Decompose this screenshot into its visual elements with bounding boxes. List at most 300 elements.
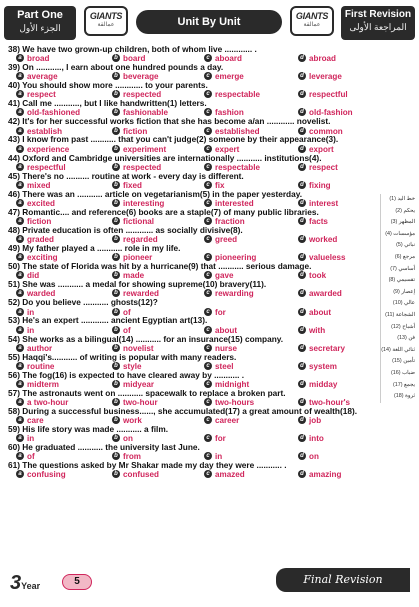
answer-option[interactable] xyxy=(298,416,321,425)
question-stem: 61) The questions asked by Mr Shakar made my day they were ........... . xyxy=(8,461,287,471)
giants-logo-left xyxy=(84,6,128,36)
glossary-entry: (8) تقسيمي xyxy=(388,277,415,284)
option-letter-icon: b xyxy=(112,163,120,171)
option-text: care xyxy=(27,416,44,426)
option-text: on xyxy=(123,434,133,444)
answer-option[interactable] xyxy=(112,289,159,298)
answer-option[interactable] xyxy=(16,398,68,407)
answer-option[interactable] xyxy=(204,416,239,425)
glossary-entry: (3) المظهر xyxy=(390,219,415,226)
answer-option[interactable] xyxy=(298,145,334,154)
option-letter-icon: d xyxy=(298,434,306,442)
option-letter-icon: d xyxy=(298,452,306,460)
answer-option[interactable] xyxy=(298,470,341,479)
answer-option[interactable] xyxy=(16,380,59,389)
option-text: in xyxy=(27,307,35,317)
glossary-entry: (18) ثروة xyxy=(394,393,415,400)
question-stem: 57) The astronauts went on ........... spacewalk to replace a broken part. xyxy=(8,388,286,398)
answer-option[interactable] xyxy=(298,271,326,280)
answer-options xyxy=(8,235,380,244)
option-letter-icon: d xyxy=(298,199,306,207)
answer-option[interactable] xyxy=(204,271,233,280)
answer-option[interactable] xyxy=(298,380,337,389)
option-text: old-fashioned xyxy=(27,108,81,118)
answer-options xyxy=(8,253,380,262)
answer-option[interactable] xyxy=(298,344,345,353)
year-label: Year xyxy=(21,581,41,591)
answer-option[interactable] xyxy=(16,127,62,136)
option-text: pioneering xyxy=(215,253,257,263)
option-letter-icon: b xyxy=(112,271,120,279)
option-text: gave xyxy=(215,271,234,281)
option-letter-icon: d xyxy=(298,163,306,171)
option-text: established xyxy=(215,126,260,136)
option-letter-icon: b xyxy=(112,199,120,207)
answer-option[interactable] xyxy=(298,289,342,298)
question-stem: 59) His life story was made ........... a film. xyxy=(8,424,169,434)
answer-option[interactable] xyxy=(112,127,147,136)
answer-options xyxy=(8,127,380,136)
question-stem: 58) During a successful business......, she accumulated(17) a great amount of wealth(18). xyxy=(8,406,358,416)
question-item xyxy=(8,135,380,153)
option-text: aboard xyxy=(215,54,242,64)
option-letter-icon: c xyxy=(204,344,212,352)
option-text: pioneer xyxy=(123,253,153,263)
option-letter-icon: d xyxy=(298,326,306,334)
answer-option[interactable] xyxy=(112,416,142,425)
answer-options xyxy=(8,326,380,335)
answer-option[interactable] xyxy=(112,90,161,99)
answer-option[interactable] xyxy=(16,470,66,479)
option-letter-icon: b xyxy=(112,326,120,334)
option-text: job xyxy=(309,416,322,426)
option-letter-icon: b xyxy=(112,416,120,424)
option-text: secretary xyxy=(309,343,346,353)
answer-option[interactable] xyxy=(112,108,168,117)
answer-option[interactable] xyxy=(112,217,154,226)
glossary-entry: (2) يحكم xyxy=(395,207,415,214)
answer-option[interactable] xyxy=(204,380,249,389)
option-letter-icon: a xyxy=(16,271,24,279)
answer-option[interactable] xyxy=(298,452,319,461)
question-stem: 60) He graduated ........... the university last June. xyxy=(8,443,200,453)
option-text: abroad xyxy=(309,54,336,64)
option-letter-icon: b xyxy=(112,217,120,225)
option-text: fix xyxy=(215,180,225,190)
question-stem: 51) She was ........... a medal for showing supreme(10) bravery(11). xyxy=(8,280,267,290)
option-letter-icon: c xyxy=(204,163,212,171)
answer-option[interactable] xyxy=(112,54,145,63)
question-stem: 55) Haqqi's........... of writing is popular with many readers. xyxy=(8,352,237,362)
answer-option[interactable] xyxy=(16,308,34,317)
answer-option[interactable] xyxy=(16,344,52,353)
option-text: author xyxy=(27,343,53,353)
option-letter-icon: b xyxy=(112,398,120,406)
question-item xyxy=(8,443,380,461)
option-text: fixing xyxy=(309,180,331,190)
answer-option[interactable] xyxy=(112,308,131,317)
answer-option[interactable] xyxy=(204,362,233,371)
option-text: rewarding xyxy=(215,289,254,299)
question-stem: 41) Call me ..........., but I like handwritten(1) letters. xyxy=(8,99,207,109)
answer-option[interactable] xyxy=(16,253,58,262)
question-stem: 40) You should show more ............ to your parents. xyxy=(8,81,208,91)
option-letter-icon: d xyxy=(298,217,306,225)
option-letter-icon: d xyxy=(298,398,306,406)
answer-option[interactable] xyxy=(112,380,154,389)
option-letter-icon: d xyxy=(298,344,306,352)
answer-option[interactable] xyxy=(16,289,55,298)
final-revision-banner: Final Revision xyxy=(276,568,410,592)
option-text: for xyxy=(215,434,226,444)
option-letter-icon: a xyxy=(16,289,24,297)
answer-option[interactable] xyxy=(298,108,353,117)
option-letter-icon: a xyxy=(16,344,24,352)
option-letter-icon: d xyxy=(298,54,306,62)
answer-option[interactable] xyxy=(298,434,324,443)
option-letter-icon: b xyxy=(112,289,120,297)
option-text: fiction xyxy=(123,126,148,136)
answer-option[interactable] xyxy=(112,253,152,262)
option-text: valueless xyxy=(309,253,346,263)
answer-options xyxy=(8,416,380,425)
option-letter-icon: b xyxy=(112,108,120,116)
question-stem: 46) There was an ........... article on vegetarianism(5) in the paper yesterday. xyxy=(8,189,303,199)
glossary-entry: (14) ثنائي اللغة xyxy=(381,346,415,353)
answer-option[interactable] xyxy=(204,163,260,172)
question-item xyxy=(8,262,380,280)
answer-options xyxy=(8,54,380,63)
answer-option[interactable] xyxy=(16,54,49,63)
option-text: awarded xyxy=(309,289,342,299)
answer-option[interactable] xyxy=(204,470,245,479)
option-letter-icon: d xyxy=(298,145,306,153)
answer-option[interactable] xyxy=(16,181,50,190)
question-item xyxy=(8,298,380,316)
option-letter-icon: a xyxy=(16,362,24,370)
option-letter-icon: a xyxy=(16,452,24,460)
answer-option[interactable] xyxy=(204,90,260,99)
option-letter-icon: d xyxy=(298,108,306,116)
option-text: interest xyxy=(309,198,339,208)
option-letter-icon: d xyxy=(298,380,306,388)
answer-option[interactable] xyxy=(16,90,56,99)
option-letter-icon: c xyxy=(204,452,212,460)
question-item xyxy=(8,81,380,99)
option-letter-icon: c xyxy=(204,271,212,279)
answer-option[interactable] xyxy=(112,470,159,479)
answer-option[interactable] xyxy=(204,217,245,226)
option-text: mixed xyxy=(27,180,51,190)
answer-options xyxy=(8,362,380,371)
option-letter-icon: a xyxy=(16,90,24,98)
option-text: emerge xyxy=(215,72,244,82)
option-letter-icon: a xyxy=(16,398,24,406)
option-text: experience xyxy=(27,144,70,154)
option-letter-icon: c xyxy=(204,380,212,388)
option-text: midnight xyxy=(215,379,250,389)
question-stem: 38) We have two grown-up children, both of whom live ............ . xyxy=(8,45,257,54)
glossary-entry: (12) أشباح xyxy=(391,323,415,330)
answer-option[interactable] xyxy=(298,217,328,226)
option-text: experiment xyxy=(123,144,167,154)
option-text: fashionable xyxy=(123,108,168,118)
answer-option[interactable] xyxy=(204,235,237,244)
option-text: board xyxy=(123,54,146,64)
answer-option[interactable] xyxy=(16,362,54,371)
question-stem: 54) She works as a bilingual(14) ........... for an insurance(15) company. xyxy=(8,334,284,344)
answer-option[interactable] xyxy=(16,217,51,226)
option-letter-icon: a xyxy=(16,326,24,334)
answer-option[interactable] xyxy=(298,127,343,136)
option-text: into xyxy=(309,434,324,444)
option-letter-icon: a xyxy=(16,108,24,116)
answer-option[interactable] xyxy=(204,326,237,335)
answer-option[interactable] xyxy=(204,434,226,443)
answer-option[interactable] xyxy=(112,181,142,190)
option-text: fashion xyxy=(215,108,244,118)
glossary-entry: (9) إعصار xyxy=(393,288,415,295)
question-item xyxy=(8,244,380,262)
question-item xyxy=(8,154,380,172)
option-text: amazing xyxy=(309,470,342,480)
option-text: two-hour xyxy=(123,397,158,407)
option-text: two-hour's xyxy=(309,397,351,407)
question-item xyxy=(8,99,380,117)
question-item xyxy=(8,353,380,371)
option-letter-icon: d xyxy=(298,271,306,279)
answer-option[interactable] xyxy=(112,199,164,208)
answer-option[interactable] xyxy=(112,398,158,407)
glossary-entry: (16) ضباب xyxy=(390,369,415,376)
option-letter-icon: d xyxy=(298,235,306,243)
answer-option[interactable] xyxy=(16,145,69,154)
option-letter-icon: a xyxy=(16,308,24,316)
answer-option[interactable] xyxy=(204,344,237,353)
answer-option[interactable] xyxy=(298,54,336,63)
option-letter-icon: a xyxy=(16,380,24,388)
page-number: 5 xyxy=(62,574,92,590)
year-badge xyxy=(10,572,40,595)
option-text: confused xyxy=(123,470,159,480)
question-stem: 49) My father played a ........... role in my life. xyxy=(8,244,181,254)
option-text: respectful xyxy=(27,162,66,172)
answer-option[interactable] xyxy=(204,398,254,407)
option-text: midday xyxy=(309,379,338,389)
option-text: amazed xyxy=(215,470,245,480)
part-badge xyxy=(4,6,76,40)
answer-option[interactable] xyxy=(16,235,54,244)
option-text: took xyxy=(309,271,327,281)
option-letter-icon: d xyxy=(298,90,306,98)
option-text: work xyxy=(123,416,142,426)
answer-option[interactable] xyxy=(298,308,331,317)
answer-option[interactable] xyxy=(112,344,154,353)
option-letter-icon: c xyxy=(204,145,212,153)
answer-option[interactable] xyxy=(16,452,35,461)
option-letter-icon: b xyxy=(112,434,120,442)
answer-options xyxy=(8,271,380,280)
logo-subtext: عمالقة xyxy=(303,22,321,28)
option-letter-icon: b xyxy=(112,344,120,352)
option-letter-icon: a xyxy=(16,217,24,225)
question-item xyxy=(8,172,380,190)
option-text: from xyxy=(123,452,141,462)
option-text: respected xyxy=(123,90,162,100)
answer-option[interactable] xyxy=(298,163,338,172)
option-text: with xyxy=(309,325,326,335)
glossary-entry: (11) الشجاعة xyxy=(385,311,415,318)
option-text: confusing xyxy=(27,470,66,480)
answer-option[interactable] xyxy=(204,452,222,461)
answer-option[interactable] xyxy=(16,416,44,425)
question-item xyxy=(8,335,380,353)
option-letter-icon: c xyxy=(204,326,212,334)
option-letter-icon: b xyxy=(112,54,120,62)
question-item xyxy=(8,63,380,81)
option-text: steel xyxy=(215,361,234,371)
answer-option[interactable] xyxy=(298,398,350,407)
question-item xyxy=(8,371,380,389)
option-text: about xyxy=(215,325,238,335)
question-stem: 42) It's for her successful works fiction that she has become a/an ............ novelist. xyxy=(8,117,331,127)
option-letter-icon: a xyxy=(16,470,24,478)
option-text: respect xyxy=(309,162,338,172)
option-letter-icon: c xyxy=(204,308,212,316)
option-text: worked xyxy=(309,235,338,245)
option-text: nurse xyxy=(215,343,238,353)
answer-options xyxy=(8,434,380,443)
question-stem: 44) Oxford and Cambridge universities are internationally ........... institutions(4). xyxy=(8,153,322,163)
answer-options xyxy=(8,380,380,389)
option-text: a two-hour xyxy=(27,397,69,407)
option-letter-icon: a xyxy=(16,127,24,135)
answer-option[interactable] xyxy=(16,326,34,335)
option-letter-icon: a xyxy=(16,163,24,171)
answer-option[interactable] xyxy=(204,289,254,298)
answer-option[interactable] xyxy=(112,235,158,244)
answer-option[interactable] xyxy=(298,326,325,335)
answer-option[interactable] xyxy=(112,271,144,280)
glossary-entry: (4) مؤسسات xyxy=(385,230,415,237)
answer-option[interactable] xyxy=(298,199,338,208)
option-letter-icon: c xyxy=(204,90,212,98)
answer-options xyxy=(8,199,380,208)
option-letter-icon: b xyxy=(112,72,120,80)
answer-option[interactable] xyxy=(298,362,337,371)
answer-option[interactable] xyxy=(204,108,244,117)
question-stem: 52) Do you believe ........... ghosts(12)? xyxy=(8,298,158,308)
option-text: excited xyxy=(27,198,55,208)
option-letter-icon: b xyxy=(112,362,120,370)
question-item xyxy=(8,208,380,226)
answer-option[interactable] xyxy=(204,181,224,190)
option-text: respectful xyxy=(309,90,348,100)
glossary-entry: (7) أساسي xyxy=(390,265,415,272)
option-text: routine xyxy=(27,361,55,371)
option-text: respect xyxy=(27,90,56,100)
option-text: respectable xyxy=(215,90,260,100)
option-letter-icon: b xyxy=(112,127,120,135)
option-letter-icon: c xyxy=(204,235,212,243)
question-item xyxy=(8,425,380,443)
answer-option[interactable] xyxy=(298,90,348,99)
answer-option[interactable] xyxy=(298,181,331,190)
answer-option[interactable] xyxy=(298,235,337,244)
option-letter-icon: b xyxy=(112,308,120,316)
answer-option[interactable] xyxy=(112,452,141,461)
answer-option[interactable] xyxy=(16,108,80,117)
option-text: respected xyxy=(123,162,162,172)
option-letter-icon: c xyxy=(204,362,212,370)
answer-option[interactable] xyxy=(112,362,141,371)
glossary-entry: (10) عالي xyxy=(392,300,415,307)
answer-option[interactable] xyxy=(112,145,166,154)
answer-option[interactable] xyxy=(112,163,161,172)
option-letter-icon: b xyxy=(112,253,120,261)
unit-title: Unit By Unit xyxy=(136,10,282,34)
answer-option[interactable] xyxy=(112,434,133,443)
page-footer xyxy=(0,562,419,607)
option-letter-icon: d xyxy=(298,253,306,261)
answer-options xyxy=(8,145,380,154)
question-item xyxy=(8,461,380,479)
option-text: old-fashion xyxy=(309,108,353,118)
question-stem: 53) He's an expert ............ ancient Egyptian art(13). xyxy=(8,316,208,326)
answer-option[interactable] xyxy=(16,199,55,208)
question-item xyxy=(8,316,380,334)
answer-option[interactable] xyxy=(298,72,342,81)
answer-option[interactable] xyxy=(204,199,254,208)
option-letter-icon: d xyxy=(298,308,306,316)
option-text: common xyxy=(309,126,343,136)
answer-option[interactable] xyxy=(16,163,66,172)
option-text: system xyxy=(309,361,337,371)
answer-option[interactable] xyxy=(204,127,260,136)
answer-option[interactable] xyxy=(204,308,226,317)
answer-option[interactable] xyxy=(112,326,131,335)
answer-option[interactable] xyxy=(298,253,345,262)
option-text: facts xyxy=(309,217,328,227)
answer-option[interactable] xyxy=(112,72,159,81)
glossary-entry: (13) فن xyxy=(397,335,415,342)
glossary-column xyxy=(380,194,416,403)
option-letter-icon: c xyxy=(204,289,212,297)
answer-option[interactable] xyxy=(204,72,244,81)
answer-option[interactable] xyxy=(204,145,239,154)
answer-options xyxy=(8,289,380,298)
question-item xyxy=(8,117,380,135)
option-text: fictional xyxy=(123,217,155,227)
answer-options xyxy=(8,163,380,172)
answer-option[interactable] xyxy=(16,72,58,81)
option-text: midterm xyxy=(27,379,59,389)
logo-text: GIANTS xyxy=(295,11,329,21)
option-letter-icon: b xyxy=(112,145,120,153)
answer-option[interactable] xyxy=(204,253,256,262)
answer-option[interactable] xyxy=(16,434,34,443)
option-text: fraction xyxy=(215,217,245,227)
option-letter-icon: a xyxy=(16,253,24,261)
glossary-entry: (5) نباتي xyxy=(396,242,415,249)
option-text: exciting xyxy=(27,253,58,263)
option-letter-icon: c xyxy=(204,127,212,135)
option-text: interesting xyxy=(123,198,165,208)
option-letter-icon: c xyxy=(204,108,212,116)
answer-option[interactable] xyxy=(16,271,39,280)
option-text: on xyxy=(309,452,319,462)
answer-option[interactable] xyxy=(204,54,242,63)
